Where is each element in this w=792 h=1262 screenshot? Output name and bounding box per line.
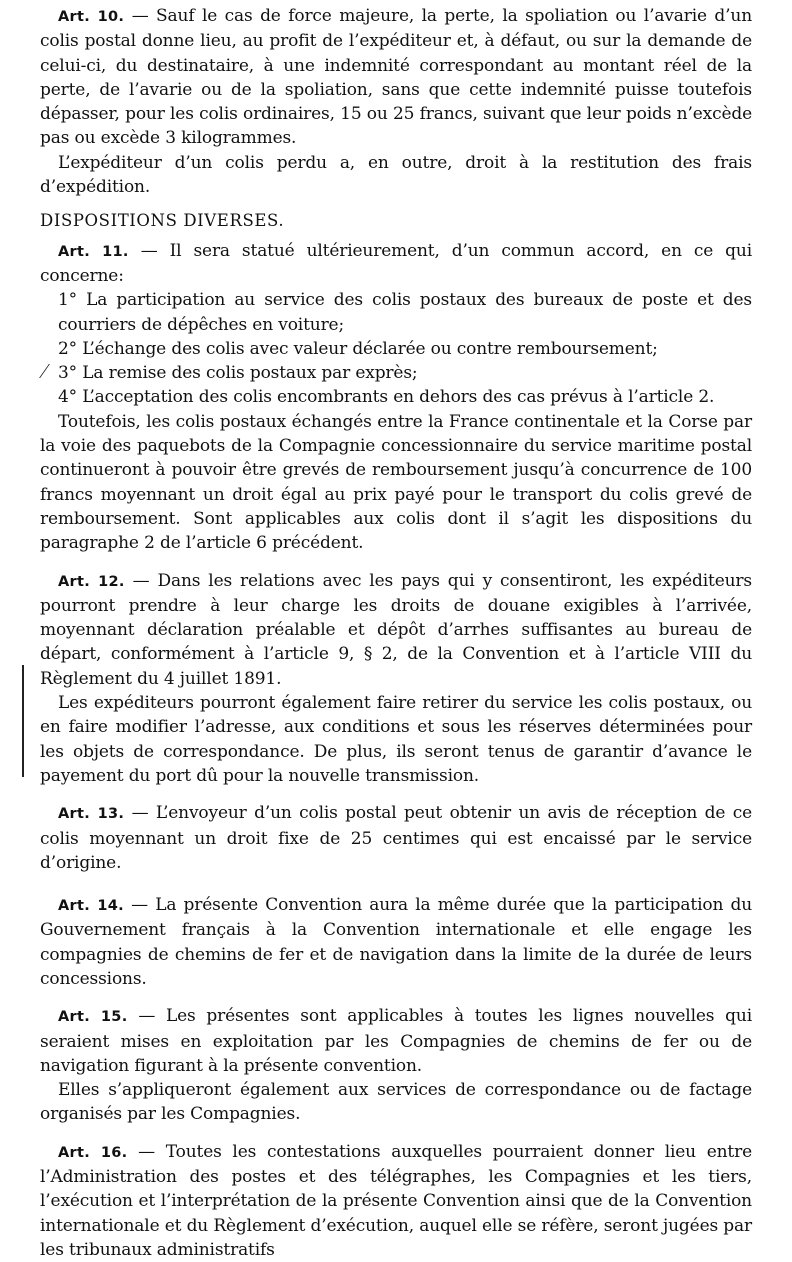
article-14-label: Art. 14. bbox=[58, 898, 124, 915]
article-12 bbox=[40, 569, 752, 691]
article-13-text: — L’envoyeur d’un colis postal peut obtenir un avis de réception de ce colis moyennant un droit fixe de 25 centimes qui est encaissé par le service d’origine. bbox=[40, 803, 752, 873]
document-body bbox=[40, 4, 752, 1262]
article-10 bbox=[40, 4, 752, 151]
article-10-paragraph-2: L’expéditeur d’un colis perdu a, en outre, droit à la restitution des frais d’expédition. bbox=[40, 152, 752, 198]
section-heading: DISPOSITIONS DIVERSES. bbox=[40, 211, 285, 231]
article-12-paragraph-2: Les expéditeurs pourront également faire retirer du service les colis postaux, ou en faire modifier l’adresse, aux conditions et sous les réserves déterminées pour les objets de correspondance. De plus, ils seront tenus de garantir d’avance le payement du port dû pour la nouvelle transmission. bbox=[40, 693, 752, 786]
article-12-text: — Dans les relations avec les pays qui y consentiront, les expéditeurs pourront prendre à leur charge les droits de douane exigibles à l’arrivée, moyennant déclaration préalable et dépôt d’arrhes suffisantes au bureau de départ, conformément à l’article 9, § 2, de la Convention et à l’article VIII du Règlement du 4 juillet 1891. bbox=[40, 570, 752, 689]
article-15 bbox=[40, 1004, 752, 1078]
article-11-text: — Il sera statué ultérieurement, d’un commun accord, en ce qui concerne: bbox=[40, 240, 752, 286]
article-16 bbox=[40, 1140, 752, 1262]
article-11-item-4: 4° L’acceptation des colis encombrants en dehors des cas prévus à l’article 2. bbox=[58, 387, 715, 408]
article-10-text: — Sauf le cas de force majeure, la perte, la spoliation ou l’avarie d’un colis postal donne lieu, au profit de l’expéditeur et, à défaut, ou sur la demande de celui-ci, du destinataire, à une indemnité correspondant au montant réel de la perte, de l’avarie ou de la spoliation, sans que cette indemnité puisse toutefois dépasser, pour les colis ordinaires, 15 ou 25 francs, suivant que leur poids n’excède pas ou excède 3 kilogrammes. bbox=[40, 6, 752, 149]
article-11-item-1: 1° La participation au service des colis postaux des bureaux de poste et des courriers de dépêches en voiture; bbox=[58, 290, 752, 335]
margin-annotation-line bbox=[22, 665, 24, 777]
article-11-paragraph-2: Toutefois, les colis postaux échangés entre la France continentale et la Corse par la voie des paquebots de la Compagnie concessionnaire du service maritime postal continueront à pouvoir être grevés de remboursement jusqu’à concurrence de 100 francs moyennant un droit égal au prix payé pour le transport du colis grevé de remboursement. Sont applicables aux colis dont il s’agit les dispositions du paragraphe 2 de l’article 6 précédent. bbox=[40, 411, 752, 554]
article-11-item-3: 3° La remise des colis postaux par exprès; bbox=[58, 363, 418, 384]
article-15-paragraph-2: Elles s’appliqueront également aux services de correspondance ou de factage organisés par les Compagnies. bbox=[40, 1080, 752, 1125]
article-10-label: Art. 10. bbox=[58, 9, 125, 25]
article-11 bbox=[40, 239, 752, 289]
article-16-label: Art. 16. bbox=[58, 1144, 128, 1161]
article-15-text: — Les présentes sont applicables à toutes les lignes nouvelles qui seraient mises en exploitation par les Compagnies de chemins de fer ou de navigation figurant à la présente convention. bbox=[40, 1006, 752, 1076]
article-14-text: — La présente Convention aura la même durée que la participation du Gouvernement français à la Convention internationale et elle engage les compagnies de chemins de fer et de navigation dans la limite de la durée de leurs concessions. bbox=[40, 895, 753, 989]
article-11-item-2: 2° L’échange des colis avec valeur déclarée ou contre remboursement; bbox=[58, 338, 658, 359]
article-11-label: Art. 11. bbox=[58, 243, 129, 260]
article-13 bbox=[40, 801, 752, 875]
article-16-text: — Toutes les contestations auxquelles pourraient donner lieu entre l’Administration des postes et des télégraphes, les Compagnies et les tiers, l’exécution et l’interprétation de la présente Convention ainsi que de la Convention internationale et du Règlement d’exécution, auquel elle se réfère, seront jugées par les tribunaux administratifs bbox=[40, 1141, 753, 1260]
article-15-label: Art. 15. bbox=[58, 1009, 128, 1026]
article-13-label: Art. 13. bbox=[58, 806, 125, 823]
article-12-label: Art. 12. bbox=[58, 573, 125, 590]
article-14 bbox=[40, 893, 752, 991]
